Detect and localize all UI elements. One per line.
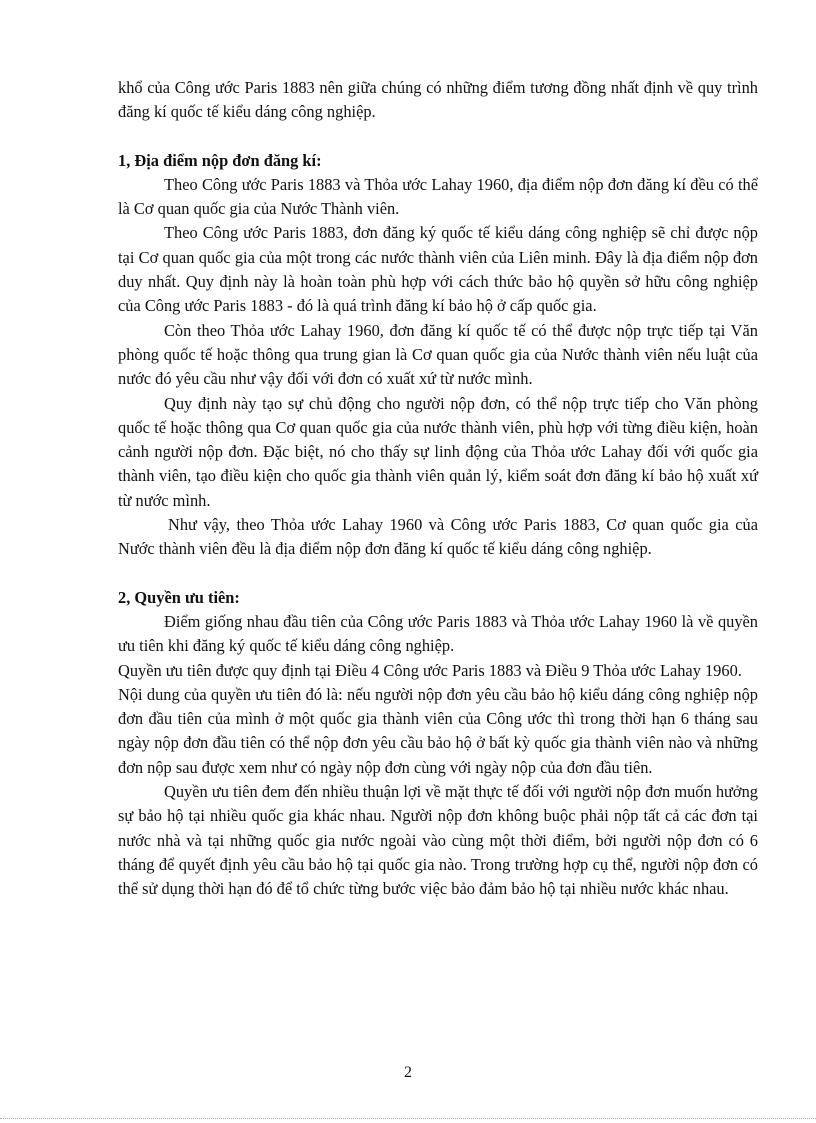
footer-divider	[0, 1118, 816, 1119]
section-2-articles-paragraph: Quyền ưu tiên được quy định tại Điều 4 Công ước Paris 1883 và Điều 9 Thỏa ước Lahay 1960.	[118, 660, 742, 680]
section-1-paragraph: Như vậy, theo Thỏa ước Lahay 1960 và Công ước Paris 1883, Cơ quan quốc gia của Nước thành viên đều là địa điểm nộp đơn đăng kí quốc tế kiểu dáng công nghiệp.	[118, 515, 758, 559]
section-2-content-paragraph: Nội dung của quyền ưu tiên đó là: nếu người nộp đơn yêu cầu bảo hộ kiểu dáng công nghiệp nộp đơn đầu tiên của mình ở một quốc gia thành viên của Công ước thì trong thời hạn 6 tháng sau ngày nộp đơn đầu tiên có thể nộp đơn yêu cầu bảo hộ ở bất kỳ quốc gia thành viên nào và những đơn nộp sau được xem như có ngày nộp đơn cùng với ngày nộp của đơn đầu tiên.	[118, 684, 758, 777]
section-2-heading: 2, Quyền ưu tiên:	[118, 587, 240, 607]
section-1-heading: 1, Địa điểm nộp đơn đăng kí:	[118, 150, 322, 170]
section-1-paragraph: Theo Công ước Paris 1883 và Thỏa ước Lahay 1960, địa điểm nộp đơn đăng kí đều có thể là Cơ quan quốc gia của Nước Thành viên.	[118, 174, 758, 219]
section-1-paragraph: Theo Công ước Paris 1883, đơn đăng ký quốc tế kiểu dáng công nghiệp sẽ chỉ được nộp tại Cơ quan quốc gia của một trong các nước thành viên của Liên minh. Đây là địa điểm nộp đơn duy nhất. Quy định này là hoàn toàn phù hợp với cách thức bảo hộ quyền sở hữu công nghiệp của Công ước Paris 1883 - đó là quá trình đăng kí bảo hộ ở cấp quốc gia.	[118, 223, 758, 316]
section-2-benefits-paragraph: Quyền ưu tiên đem đến nhiều thuận lợi về mặt thực tế đối với người nộp đơn muốn hưởng sự bảo hộ tại nhiều quốc gia khác nhau. Người nộp đơn không buộc phải nộp tất cả các đơn tại nước nhà và tại những quốc gia nước ngoài vào cùng một thời điểm, bởi người nộp đơn có 6 tháng để quyết định yêu cầu bảo hộ tại quốc gia nào. Trong trường hợp cụ thể, người nộp đơn có thể sử dụng thời hạn đó để tổ chức từng bước việc bảo đảm bảo hộ tại nhiều nước khác nhau.	[118, 782, 758, 899]
section-2-intro-paragraph: Điểm giống nhau đầu tiên của Công ước Paris 1883 và Thỏa ước Lahay 1960 là về quyền ưu tiên khi đăng ký quốc tế kiểu dáng công nghiệp.	[118, 611, 758, 656]
document-body	[118, 76, 758, 902]
intro-paragraph: khổ của Công ước Paris 1883 nên giữa chúng có những điểm tương đồng nhất định về quy trình đăng kí quốc tế kiểu dáng công nghiệp.	[118, 78, 758, 122]
page-number: 2	[404, 1064, 412, 1081]
section-1-paragraph: Quy định này tạo sự chủ động cho người nộp đơn, có thể nộp trực tiếp cho Văn phòng quốc tế hoặc thông qua Cơ quan quốc gia của nước thành viên, phù hợp với từng điều kiện, hoàn cảnh người nộp đơn. Đặc biệt, nó cho thấy sự linh động của Thỏa ước Lahay đối với quốc gia thành viên, tạo điều kiện cho quốc gia thành viên quản lý, kiểm soát đơn đăng kí bảo hộ xuất xứ từ nước mình.	[118, 393, 758, 510]
section-1-paragraph: Còn theo Thỏa ước Lahay 1960, đơn đăng kí quốc tế có thể được nộp trực tiếp tại Văn phòng quốc tế hoặc thông qua trung gian là Cơ quan quốc gia của Nước thành viên nếu luật của nước đó yêu cầu như vậy đối với đơn có xuất xứ từ nước mình.	[118, 320, 758, 389]
